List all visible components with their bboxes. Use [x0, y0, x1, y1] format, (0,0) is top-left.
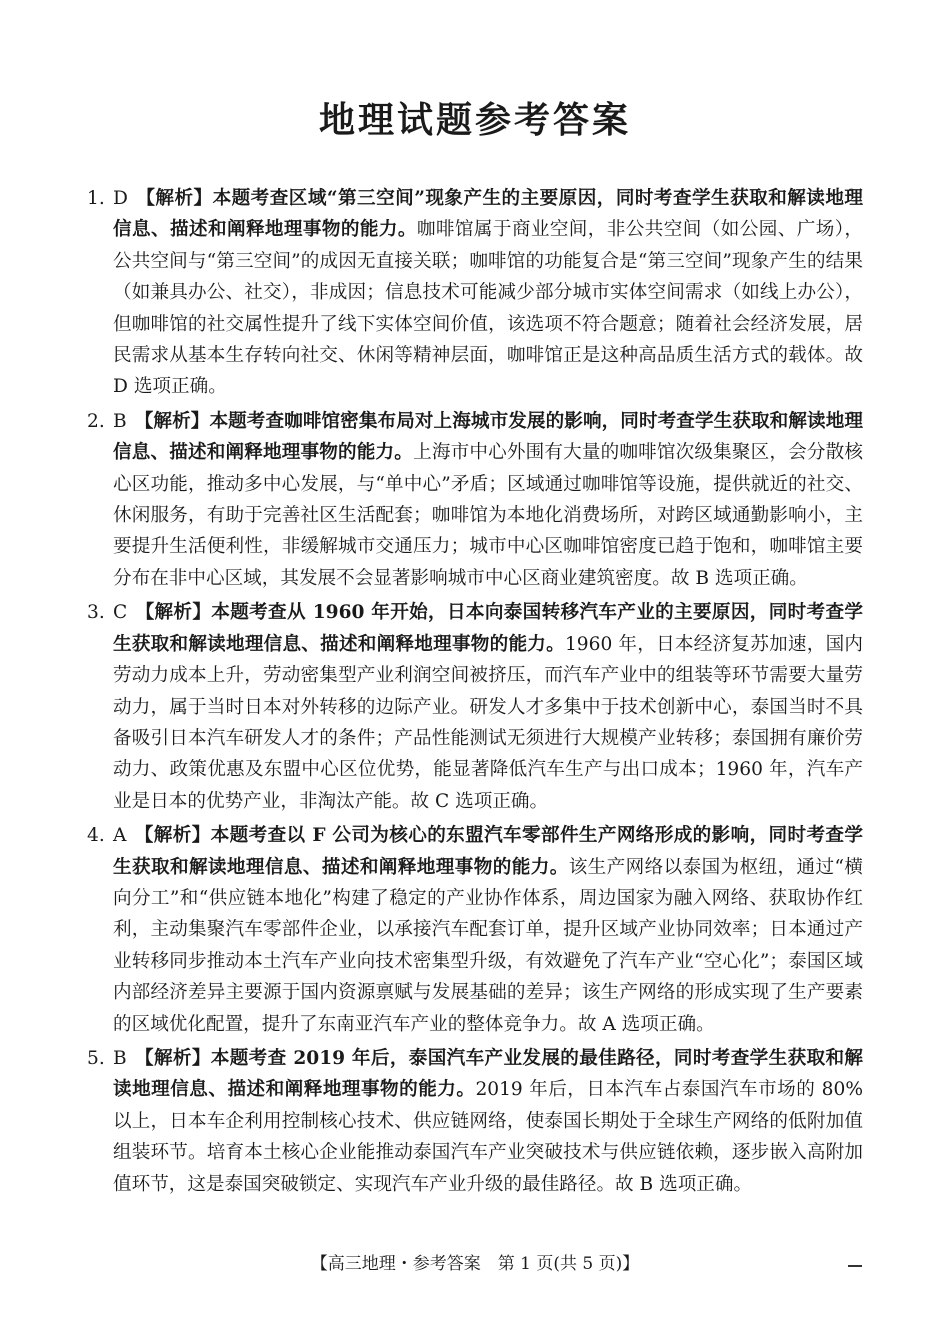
page-title: 地理试题参考答案 [318, 99, 631, 141]
question-lead: 本题考查咖啡馆密集布局对上海城市发展的影响，同时考查学生获取和解读地理信息、描述和阐释地理事物的能力。 [113, 410, 863, 464]
question-number: 3. [87, 602, 105, 624]
page-footer: 【高三地理・参考答案 第 1 页(共 5 页)】 [310, 1254, 640, 1274]
analysis-tag: 【解析】 [134, 825, 211, 847]
question-body: 上海市中心外围有大量的咖啡馆次级集聚区，会分散核心区功能，推动多中心发展，与“单中心”矛盾；区域通过咖啡馆等设施，提供就近的社交、休闲服务，有助于完善社区生活配套；咖啡馆为本地化消费场所，对跨区域通勤影响小，主要提升生活便利性，非缓解城市交通压力；城市中心区咖啡馆密度已趋于饱和，咖啡馆主要分布在非中心区域，其发展不会显著影响城市中心区商业建筑密度。故 B 选项正确。 [113, 442, 863, 589]
answer-letter: B [113, 410, 127, 432]
answer-list [87, 183, 863, 1203]
answer-letter: D [113, 188, 128, 209]
question-lead: 本题考查区域“第三空间”现象产生的主要原因，同时考查学生获取和解读地理信息、描述和阐释地理事物的能力。 [113, 188, 863, 241]
question-2 [87, 406, 863, 594]
question-3 [87, 597, 863, 817]
analysis-tag: 【解析】 [134, 1047, 211, 1069]
question-5 [87, 1043, 863, 1200]
answer-letter: A [113, 825, 127, 847]
analysis-tag: 【解析】 [135, 602, 212, 624]
question-lead: 本题考查从 1960 年开始，日本向泰国转移汽车产业的主要原因，同时考查学生获取和解读地理信息、描述和阐释地理事物的能力。 [113, 602, 863, 655]
analysis-tag: 【解析】 [135, 188, 213, 209]
question-4 [87, 820, 863, 1040]
answer-letter: B [113, 1047, 127, 1069]
question-lead: 本题考查以 F 公司为核心的东盟汽车零部件生产网络形成的影响，同时考查学生获取和解读地理信息、描述和阐释地理事物的能力。 [113, 825, 863, 878]
question-body: 咖啡馆属于商业空间，非公共空间（如公园、广场），公共空间与“第三空间”的成因无直接关联；咖啡馆的功能复合是“第三空间”现象产生的结果（如兼具办公、社交），非成因；信息技术可能减少部分城市实体空间需求（如线上办公），但咖啡馆的社交属性提升了线下实体空间价值，该选项不符合题意；随着社会经济发展，居民需求从基本生存转向社交、休闲等精神层面，咖啡馆正是这种高品质生活方式的载体。故 D 选项正确。 [113, 219, 863, 398]
question-number: 1. [87, 188, 105, 209]
question-body: 1960 年，日本经济复苏加速，国内劳动力成本上升，劳动密集型产业利润空间被挤压，而汽车产业中的组装等环节需要大量劳动力，属于当时日本对外转移的边际产业。研发人才多集中于技术创新中心，泰国当时不具备吸引日本汽车研发人才的条件；产品性能测试无须进行大规模产业转移；泰国拥有廉价劳动力、政策优惠及东盟中心区位优势，能显著降低汽车生产与出口成本；1960 年，汽车产业是日本的优势产业，非淘汰产能。故 C 选项正确。 [113, 633, 863, 812]
question-lead: 本题考查 2019 年后，泰国汽车产业发展的最佳路径，同时考查学生获取和解读地理信息、描述和阐释地理事物的能力。 [113, 1047, 863, 1101]
question-1 [87, 183, 863, 403]
question-number: 4. [87, 825, 105, 847]
answer-letter: C [113, 602, 128, 624]
question-number: 2. [87, 410, 105, 432]
analysis-tag: 【解析】 [134, 410, 210, 432]
corner-mark [848, 1265, 862, 1267]
question-number: 5. [87, 1047, 105, 1069]
question-body: 该生产网络以泰国为枢纽，通过“横向分工”和“供应链本地化”构建了稳定的产业协作体系，周边国家为融入网络、获取协作红利，主动集聚汽车零部件企业，以承接汽车配套订单，提升区域产业协同效率；日本通过产业转移同步推动本土汽车产业向技术密集型升级，有效避免了汽车产业“空心化”；泰国区域内部经济差异主要源于国内资源禀赋与发展基础的差异；该生产网络的形成实现了生产要素的区域优化配置，提升了东南亚汽车产业的整体竞争力。故 A 选项正确。 [113, 856, 863, 1035]
question-body: 2019 年后，日本汽车占泰国汽车市场的 80% 以上，日本车企利用控制核心技术、供应链网络，使泰国长期处于全球生产网络的低附加值组装环节。培育本土核心企业能推动泰国汽车产业突破技术与供应链依赖，逐步嵌入高附加值环节，这是泰国突破锁定、实现汽车产业升级的最佳路径。故 B 选项正确。 [113, 1079, 863, 1195]
